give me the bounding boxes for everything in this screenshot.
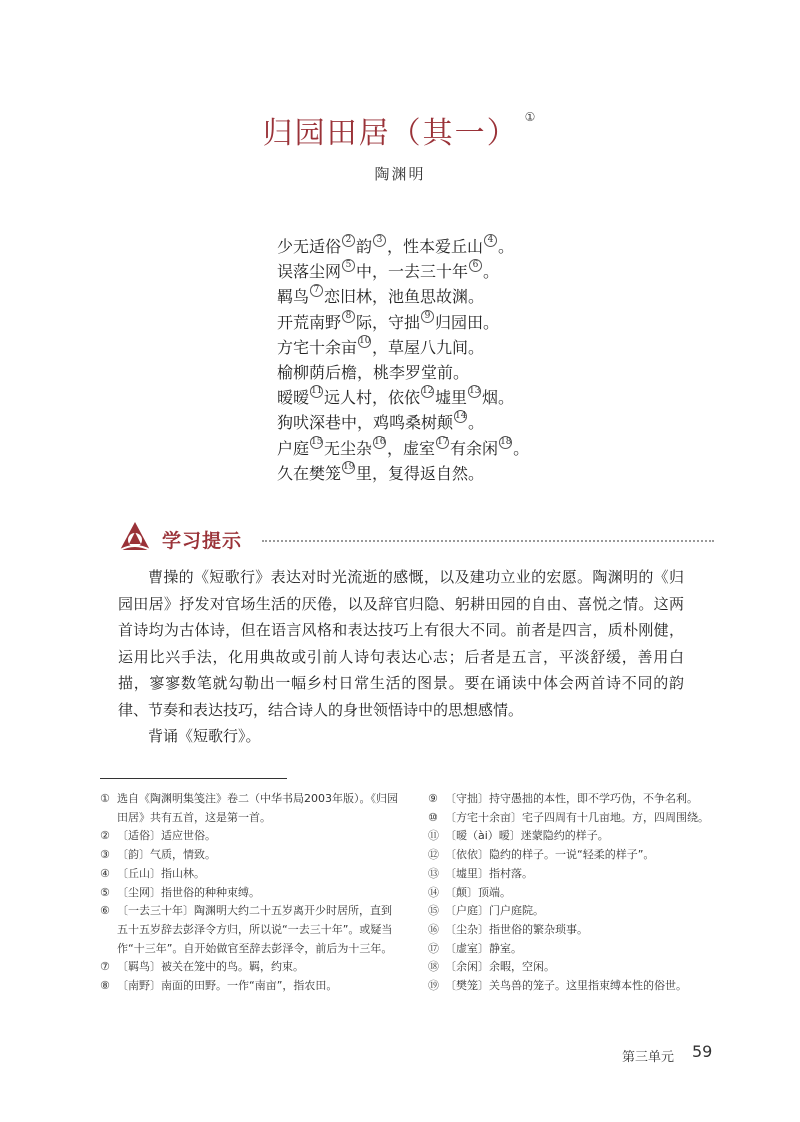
footnote-text: 〔一去三十年〕陶渊明大约二十五岁离开少时居所，直到五十五岁辞去彭泽令方归，所以说“一去三十年”。或疑当作“十三年”。自开始做官至辞去彭泽令，前后为十三年。	[117, 904, 393, 955]
footer-unit: 第三单元	[622, 1050, 675, 1065]
footnote-text: 选自《陶渊明集笺注》卷二（中华书局2003年版）。《归园田居》共有五首，这是第一首。	[117, 792, 398, 824]
footnote-item	[428, 809, 728, 828]
footnote-number: ⑰	[428, 941, 439, 955]
footnote-marker[interactable]: 10	[359, 335, 371, 346]
footnote-text: 〔颠〕顶端。	[445, 885, 511, 899]
footnote-marker[interactable]: 13	[469, 386, 481, 397]
poem-text: 有余闲	[450, 438, 499, 458]
tip-paragraph: 背诵《短歌行》。	[148, 727, 261, 745]
footnote-item	[100, 846, 400, 865]
footnote-marker[interactable]: 18	[500, 436, 512, 447]
poem-text: 墟里	[435, 388, 468, 408]
footnote-text: 〔南野〕南面的田野。一作“南亩”，指农田。	[117, 979, 338, 993]
footnote-item	[428, 846, 728, 865]
footnote-number: ⑥	[100, 904, 110, 918]
poem-line	[277, 385, 529, 410]
footnote-item	[428, 940, 728, 959]
title-text: 归园田居（其一）	[262, 116, 519, 151]
footnote-item	[428, 884, 728, 903]
footnotes-left	[100, 790, 400, 996]
footnote-number: ⑮	[428, 904, 439, 918]
footnote-item	[100, 884, 400, 903]
poem-text: 少无适俗	[277, 237, 342, 256]
footnote-item	[428, 902, 728, 921]
footnote-text: 〔虚室〕静室。	[445, 941, 522, 955]
footnote-marker[interactable]: 2	[342, 234, 355, 247]
poem-text: 烟。	[482, 388, 515, 408]
footnote-text: 〔尘网〕指世俗的种种束缚。	[117, 885, 260, 899]
footnote-marker[interactable]: 9	[421, 310, 434, 323]
poem-text: 久在樊笼	[277, 463, 342, 483]
footnote-text: 〔丘山〕指山林。	[117, 866, 205, 880]
poem-text: 方宅十余亩	[277, 337, 358, 357]
poem-line	[277, 234, 529, 259]
footnote-text: 〔暧（ài）暧〕迷蒙隐约的样子。	[445, 829, 609, 843]
poem-line	[277, 335, 529, 360]
page-number: 59	[692, 1042, 713, 1061]
poem-text: 榆柳荫后檐，桃李罗堂前。	[277, 363, 470, 383]
footnote-marker[interactable]: 15	[311, 436, 323, 447]
footnote-number: ⑭	[428, 885, 439, 899]
footnote-marker[interactable]: 12	[422, 386, 434, 397]
footnote-number: ①	[100, 792, 110, 805]
footnote-number: ⑪	[428, 829, 439, 843]
poem-text: 误落尘网	[277, 262, 342, 282]
footnote-marker[interactable]: 11	[311, 386, 323, 397]
footnote-marker[interactable]: 14	[455, 411, 467, 422]
poem-line	[277, 259, 529, 284]
poem-text: ，性本爱丘山	[387, 237, 484, 256]
poem-text: 恋旧林，池鱼思故渊。	[324, 287, 485, 307]
author: 陶渊明	[374, 165, 426, 183]
footnote-number: ④	[100, 866, 110, 880]
footnote-number: ⑨	[428, 792, 438, 805]
footnote-marker[interactable]: 3	[373, 234, 386, 247]
poem-body	[277, 234, 529, 486]
footnote-number: ⑫	[428, 848, 439, 862]
footnote-number: ⑧	[100, 979, 110, 993]
poem-line	[277, 360, 529, 385]
footnote-marker[interactable]: 19	[343, 461, 355, 472]
poem-text: 归园田。	[435, 312, 500, 332]
footnote-marker[interactable]: 16	[374, 436, 386, 447]
footnote-text: 〔依依〕隐约的样子。一说“轻柔的样子”。	[445, 848, 655, 862]
footnote-marker[interactable]: 7	[310, 284, 323, 297]
footnote-item	[100, 958, 400, 977]
footnote-item	[100, 827, 400, 846]
footnote-item	[428, 958, 728, 977]
poem-text: 暧暧	[277, 388, 310, 408]
poem-text: ，虚室	[387, 438, 436, 458]
poem-line	[277, 410, 529, 435]
footnote-item	[428, 790, 728, 809]
footnote-text: 〔户庭〕门户庭院。	[445, 904, 544, 918]
poem-line	[277, 284, 529, 309]
footnotes-right	[428, 790, 728, 996]
footnote-text: 〔适俗〕适应世俗。	[117, 829, 216, 843]
poem-text: 远人村，依依	[324, 388, 421, 408]
footnote-marker[interactable]: 4	[484, 234, 497, 247]
footnote-number: ③	[100, 848, 110, 862]
footnote-marker[interactable]: 17	[437, 436, 449, 447]
footnote-number: ⑲	[428, 979, 439, 993]
footnote-item	[100, 790, 400, 827]
footnote-text: 〔余闲〕余暇，空闲。	[445, 960, 555, 974]
poem-text: 开荒南野	[277, 312, 342, 332]
footnote-text: 〔韵〕气质，情致。	[117, 848, 216, 862]
poem-text: 。	[468, 413, 485, 433]
footnote-number: ②	[100, 829, 110, 843]
footnote-text: 〔樊笼〕关鸟兽的笼子。这里指束缚本性的俗世。	[445, 979, 687, 993]
poem-text: 。	[513, 438, 530, 458]
footnote-text: 〔方宅十余亩〕宅子四周有十几亩地。方，四周围绕。	[445, 810, 709, 824]
footnote-text: 〔尘杂〕指世俗的繁杂琐事。	[445, 922, 588, 936]
poem-text: 韵	[356, 237, 373, 256]
poem-text: 户庭	[277, 438, 310, 458]
poem-line	[277, 436, 529, 461]
poem-text: 羁鸟	[277, 287, 310, 307]
poem-text: ，草屋八九间。	[372, 337, 485, 357]
footnote-number: ⑬	[428, 866, 439, 880]
poem-line	[277, 310, 529, 335]
footnote-item	[428, 977, 728, 996]
page-title	[0, 108, 800, 152]
footnote-item	[100, 977, 400, 996]
footnote-number: ⑤	[100, 885, 110, 899]
poem-line	[277, 461, 529, 486]
tip-paragraph: 曹操的《短歌行》表达对时光流逝的感慨，以及建功立业的宏愿。陶渊明的《归园田居》抒发对官场生活的厌倦，以及辞官归隐、躬耕田园的自由、喜悦之情。这两首诗均为古体诗，但在语言风格和表达技巧上有很大不同。前者是四言，质朴刚健，运用比兴手法，化用典故或引前人诗句表达心志；后者是五言，平淡舒缓，善用白描，寥寥数笔就勾勒出一幅乡村日常生活的图景。要在诵读中体会两首诗不同的韵律、节奏和表达技巧，结合诗人的身世领悟诗中的思想感情。	[118, 568, 684, 719]
dotted-divider	[262, 540, 714, 542]
study-tip-title: 学习提示	[162, 530, 243, 552]
footnote-marker[interactable]: 8	[342, 310, 355, 323]
footnote-item	[100, 865, 400, 884]
poem-text: 狗吠深巷中，鸡鸣桑树颠	[277, 413, 454, 433]
footnote-item	[428, 827, 728, 846]
footnote-number: ⑩	[428, 810, 438, 824]
footnote-text: 〔守拙〕持守愚拙的本性，即不学巧伪，不争名利。	[445, 792, 698, 805]
poem-text: 。	[498, 237, 515, 256]
footnote-text: 〔羁鸟〕被关在笼中的鸟。羁，约束。	[117, 960, 304, 974]
poem-text: 里，复得返自然。	[356, 463, 485, 483]
footnote-marker[interactable]: 6	[469, 259, 482, 272]
study-tip-icon	[118, 520, 152, 554]
study-tip-body	[118, 564, 684, 750]
footnote-number: ⑦	[100, 960, 110, 974]
poem-text: 际，守拙	[356, 312, 421, 332]
poem-text: 。	[483, 262, 500, 282]
footnote-text: 〔墟里〕指村落。	[445, 866, 533, 880]
study-tip-header	[118, 518, 714, 558]
title-note-mark[interactable]: ①	[524, 110, 538, 124]
poem-text: 无尘杂	[324, 438, 373, 458]
footnote-number: ⑯	[428, 922, 439, 936]
footnote-item	[428, 921, 728, 940]
footnote-item	[428, 865, 728, 884]
footnote-item	[100, 902, 400, 958]
poem-text: 中，一去三十年	[356, 262, 469, 282]
footnote-rule	[100, 778, 287, 779]
footnote-number: ⑱	[428, 960, 439, 974]
footnote-marker[interactable]: 5	[342, 259, 355, 272]
